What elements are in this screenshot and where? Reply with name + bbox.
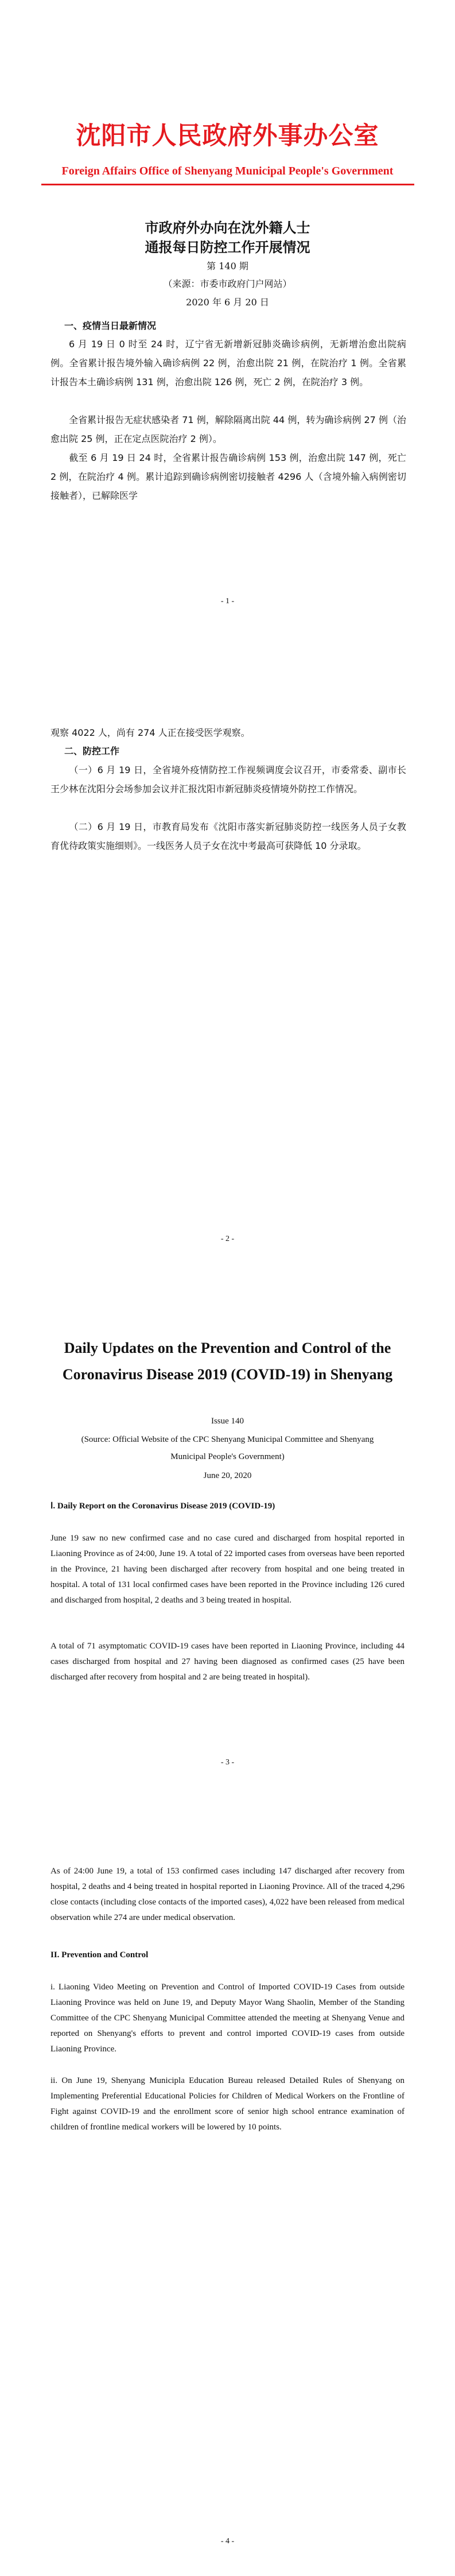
cn-title-line2: 通报每日防控工作开展情况 bbox=[145, 239, 310, 255]
cn-paragraph-5 bbox=[50, 817, 406, 855]
en-title: Daily Updates on the Prevention and Control of the Coronavirus Disease 2019 (COVID-19) in Shenyang bbox=[62, 1340, 393, 1383]
cn-section1-heading: 一、疫情当日最新情况 bbox=[64, 320, 157, 331]
cn-source: （来源：市委市政府门户网站） bbox=[163, 278, 292, 289]
cn-issue: 第 140 期 bbox=[207, 261, 248, 271]
cn-paragraph-1-text: 6 月 19 日 0 时至 24 时，辽宁省无新增新冠肺炎确诊病例，无新增治愈出院病例。全省累计报告境外输入确诊病例 22 例，治愈出院 21 例，在院治疗 1 例。全省累计报告本土确诊病例 131 例，治愈出院 126 例，死亡 2 例，在院治疗 3 例。 bbox=[50, 339, 406, 387]
cn-date: 2020 年 6 月 20 日 bbox=[186, 297, 269, 308]
en-issue: Issue 140 bbox=[211, 1417, 244, 1426]
office-subtitle: Foreign Affairs Office of Shenyang Municipal People's Government bbox=[61, 165, 394, 177]
cn-paragraph-2 bbox=[50, 410, 406, 448]
en-date: June 20, 2020 bbox=[203, 1471, 252, 1480]
cn-paragraph-5-text: （二）6 月 19 日，市教育局发布《沈阳市落实新冠肺炎防控一线医务人员子女教育优待政策实施细则》。一线医务人员子女在沈中考最高可获降低 10 分录取。 bbox=[50, 821, 406, 851]
page-number-1: - 1 - bbox=[220, 597, 235, 606]
page-number-4: - 4 - bbox=[220, 2537, 235, 2546]
en-paragraph-4: i. Liaoning Video Meeting on Prevention and Control of Imported COVID-19 Cases from outside Liaoning Province was held on June 19, and Deputy Mayor Wang Shaolin, Member of the Standing Committee of the CPC Shenyang Municipal Committee attended the meeting at Shenyang Venue and reported on Shenyang's efforts to prevent and control imported COVID-19 cases from outside Liaoning Province. bbox=[50, 1983, 405, 2054]
header-divider bbox=[41, 184, 414, 185]
en-section2-heading: II. Prevention and Control bbox=[50, 1950, 149, 1960]
page-number-3: - 3 - bbox=[220, 1758, 235, 1767]
en-paragraph-2: A total of 71 asymptomatic COVID-19 cases have been reported in Liaoning Province, including 44 cases discharged from hospital and 27 having been diagnosed as confirmed cases (25 have been discharged after recovery from hospital and 2 are being treated in hospital). bbox=[50, 1642, 405, 1682]
cn-paragraph-3-text: 截至 6 月 19 日 24 时，全省累计报告确诊病例 153 例，治愈出院 147 例，死亡 2 例，在院治疗 4 例。累计追踪到确诊病例密切接触者 4296 人（含境外输入病例密切接触者），已解除医学 bbox=[50, 452, 406, 501]
cn-paragraph-4-text: （一）6 月 19 日，全省境外疫情防控工作视频调度会议召开，市委常委、副市长王少林在沈阳分会场参加会议并汇报沈阳市新冠肺炎疫情境外防控工作情况。 bbox=[50, 765, 406, 794]
en-paragraph-3: As of 24:00 June 19, a total of 153 confirmed cases including 147 discharged after recovery from hospital, 2 deaths and 4 being treated in hospital reported in Liaoning Province. All of the traced 4,296 close contacts (including close contacts of the imported cases), 4,022 have been released from medical observation while 274 are under medical observation. bbox=[50, 1867, 405, 1922]
cn-paragraph-4 bbox=[50, 761, 406, 798]
cn-title-line1: 市政府外办向在沈外籍人士 bbox=[145, 219, 310, 236]
en-paragraph-1: June 19 saw no new confirmed case and no case cured and discharged from hospital reported in Liaoning Province as of 24:00, June 19. A total of 22 imported cases from overseas have been reported in the Province, 21 having been discharged after recovery from hospital and one being treated in hospital. A total of 131 local confirmed cases have been reported in the Province including 126 cured and discharged from hospital, 2 deaths and 3 being treated in hospital. bbox=[50, 1534, 405, 1605]
cn-paragraph-3-cont: 观察 4022 人，尚有 274 人正在接受医学观察。 bbox=[50, 727, 250, 738]
en-source: (Source: Official Website of the CPC Shenyang Municipal Committee and Shenyang Municipal People's Government) bbox=[81, 1435, 374, 1461]
en-paragraph-5: ii. On June 19, Shenyang Municipla Education Bureau released Detailed Rules of Shenyang on Implementing Preferential Educational Policies for Children of Medical Workers on the Frontline of Fight against COVID-19 and the enrollment score of senior high school entrance examination of children of frontline medical workers will be lowered by 10 points. bbox=[50, 2076, 405, 2132]
page-number-2: - 2 - bbox=[220, 1235, 235, 1243]
cn-paragraph-3 bbox=[50, 448, 406, 505]
cn-section2-heading: 二、防控工作 bbox=[64, 746, 120, 756]
cn-paragraph-2-text: 全省累计报告无症状感染者 71 例，解除隔离出院 44 例，转为确诊病例 27 例（治愈出院 25 例，正在定点医院治疗 2 例）。 bbox=[50, 414, 406, 444]
office-title: 沈阳市人民政府外事办公室 bbox=[76, 122, 379, 150]
cn-paragraph-1 bbox=[50, 335, 406, 391]
en-section1-heading: Ⅰ. Daily Report on the Coronavirus Disease 2019 (COVID-19) bbox=[50, 1502, 275, 1511]
